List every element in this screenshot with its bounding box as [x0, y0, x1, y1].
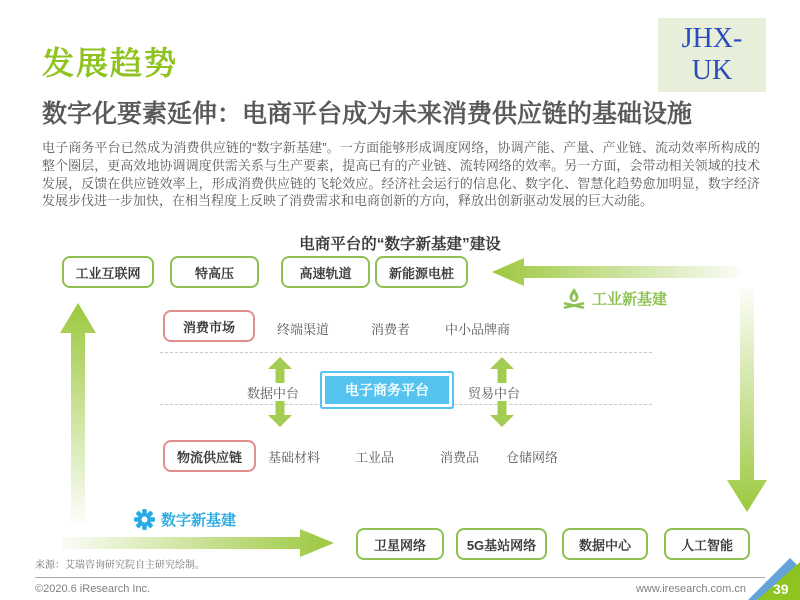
website-link[interactable]: www.iresearch.com.cn — [635, 583, 746, 595]
node-5g-network: 5G基站网络 — [456, 528, 547, 560]
diagram-title: 电商平台的“数字新基建”建设 — [299, 236, 501, 253]
copyright-text: ©2020.6 iResearch Inc. — [35, 583, 151, 595]
slide-subtitle: 数字化要素延伸：电商平台成为未来消费供应链的基础设施 — [42, 100, 693, 128]
digital-infra-label — [134, 509, 236, 530]
mini-arrow-down-icon — [490, 401, 514, 427]
digital-infra-label-text: 数字新基建 — [161, 512, 237, 529]
flow-arrow-right-icon — [62, 529, 334, 557]
logo — [658, 18, 766, 92]
flow-arrow-left-icon — [492, 258, 740, 286]
page-corner-decoration — [736, 552, 800, 600]
mini-arrow-up-icon — [490, 357, 514, 383]
item-consumer: 消费者 — [371, 322, 411, 337]
gear-icon — [134, 509, 155, 530]
item-basic-materials: 基础材料 — [268, 450, 321, 465]
node-satellite-network: 卫星网络 — [356, 528, 444, 560]
node-uhv: 特高压 — [170, 256, 259, 288]
item-warehouse-network: 仓储网络 — [506, 450, 559, 465]
industrial-infra-label — [562, 287, 667, 309]
item-small-brands: 中小品牌商 — [445, 322, 511, 337]
flow-arrow-down-icon — [727, 288, 767, 512]
bonfire-icon — [562, 287, 586, 309]
node-high-speed-rail: 高速轨道 — [281, 256, 370, 288]
source-note: 来源：艾瑞咨询研究院自主研究绘制。 — [35, 560, 205, 571]
page-number: 39 — [773, 581, 789, 597]
node-consumer-market: 消费市场 — [163, 310, 255, 342]
node-logistics-supply-chain: 物流供应链 — [163, 440, 256, 472]
node-data-center: 数据中心 — [562, 528, 648, 560]
item-consumer-goods: 消费品 — [440, 450, 480, 465]
node-ecommerce-platform: 电子商务平台 — [322, 373, 452, 407]
intro-paragraph: 电子商务平台已然成为消费供应链的“数字新基建”。一方面能够形成调度网络，协调产能、产量、产业链、流动效率所构成的整个圈层，更高效地协调调度供需关系与生产要素，提高已有的产业链、流转网络的效率。另一方面，会带动相关领域的技术发展，反馈在供应链效率上，形成消费供应链的飞轮效应。经济社会运行的信息化、数字化、智慧化趋势愈加明显，数字经济发展步伐进一步加快，在相当程度上反映了消费需求和电商创新的方向，释放出创新驱动发展的巨大动能。 — [42, 140, 760, 209]
mini-arrow-up-icon — [268, 357, 292, 383]
flow-arrow-up-icon — [60, 303, 96, 523]
logo-line2: UK — [691, 55, 733, 86]
item-trade-middle-platform: 贸易中台 — [468, 386, 521, 401]
node-ai: 人工智能 — [664, 528, 750, 560]
dashed-divider-top — [160, 352, 652, 353]
item-terminal-channel: 终端渠道 — [277, 322, 330, 337]
item-data-middle-platform: 数据中台 — [247, 386, 300, 401]
node-ev-charging: 新能源电桩 — [375, 256, 468, 288]
industrial-infra-label-text: 工业新基建 — [592, 290, 668, 308]
logo-line1: JHX- — [681, 22, 743, 54]
page-title: 发展趋势 — [42, 45, 179, 81]
node-industrial-internet: 工业互联网 — [62, 256, 154, 288]
mini-arrow-down-icon — [268, 401, 292, 427]
item-industrial-goods: 工业品 — [355, 450, 395, 465]
footer-divider — [35, 577, 765, 578]
